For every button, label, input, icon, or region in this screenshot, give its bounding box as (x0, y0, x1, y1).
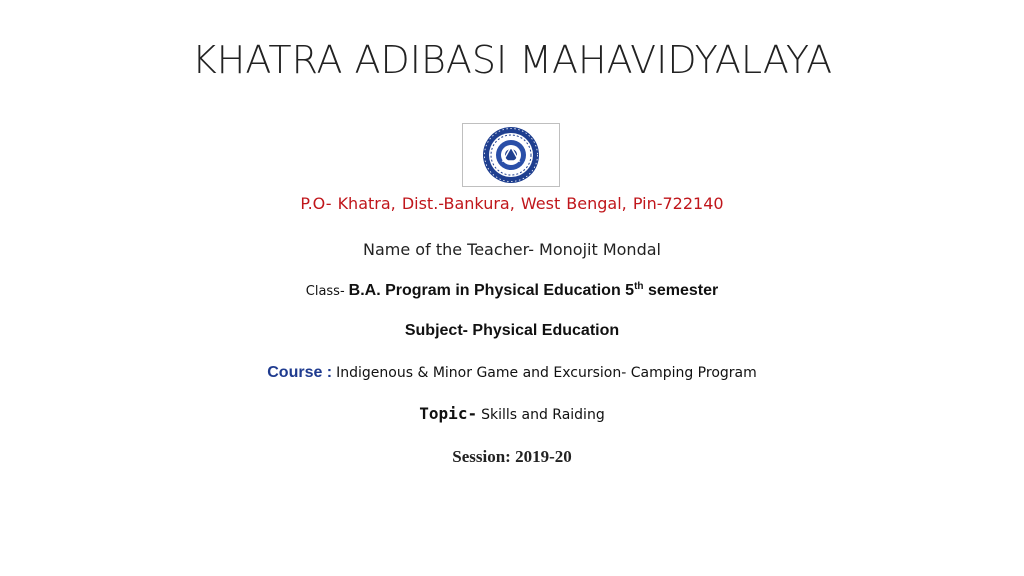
session-line: Session: 2019-20 (452, 447, 572, 466)
teacher-name: Name of the Teacher- Monojit Mondal (363, 240, 661, 259)
topic-value: Skills and Raiding (481, 407, 605, 423)
course-line (0, 364, 1024, 382)
topic-label: Topic- (419, 404, 478, 423)
course-value: Indigenous & Minor Game and Excursion- Camping Program (336, 365, 757, 381)
subject-line: Subject- Physical Education (404, 322, 620, 339)
class-label: Class- (305, 284, 345, 299)
course-label: Course : (267, 364, 333, 381)
college-emblem-icon (481, 125, 541, 185)
class-line (0, 281, 1024, 300)
class-suffix: semester (643, 282, 719, 299)
class-superscript: th (634, 281, 644, 292)
class-value: B.A. Program in Physical Education 5 (348, 282, 635, 299)
college-address: P.O- Khatra, Dist.-Bankura, West Bengal, Pin-722140 (300, 194, 724, 213)
college-logo (462, 123, 560, 187)
topic-line (0, 404, 1024, 424)
college-title: KHATRA ADIBASI MAHAVIDYALAYA (191, 38, 833, 82)
